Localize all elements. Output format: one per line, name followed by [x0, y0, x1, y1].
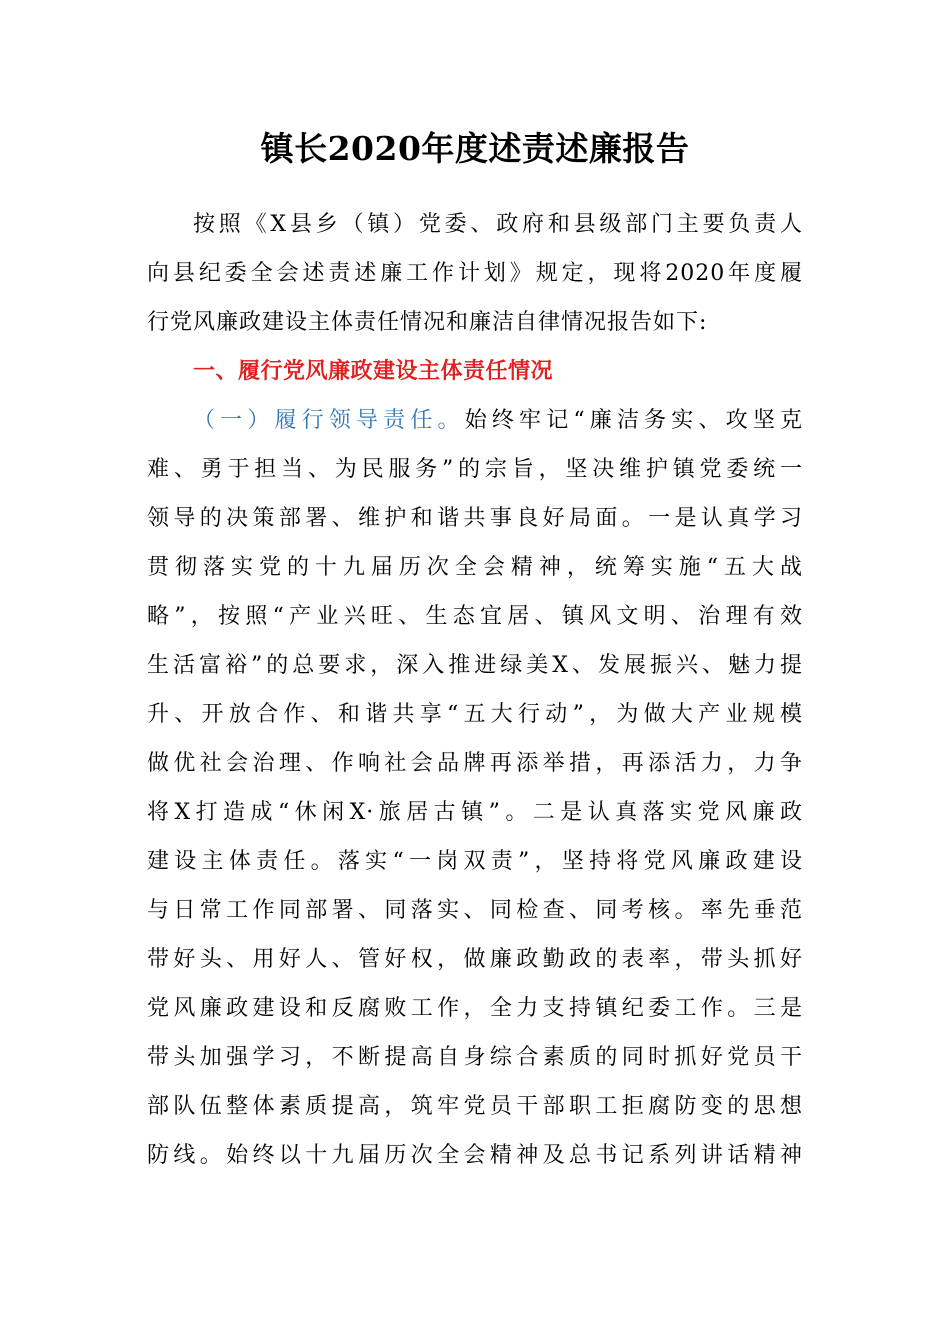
paragraph-line: 生活富裕”的总要求，深入推进绿美X、发展振兴、魅力提: [147, 653, 803, 678]
intro-line-2: 向县纪委全会述责述廉工作计划》规定，现将2020年度履: [147, 261, 803, 286]
paragraph-line: 党风廉政建设和反腐败工作，全力支持镇纪委工作。三是: [147, 996, 803, 1021]
document-body: [147, 200, 803, 1180]
subsection-heading-1: （一）履行领导责任。: [193, 408, 465, 433]
subsection-1-first-line-text: 始终牢记“廉洁务实、攻坚克: [464, 408, 803, 433]
paragraph-line: 建设主体责任。落实“一岗双责”，坚持将党风廉政建设: [147, 849, 803, 874]
paragraph-line: 难、勇于担当、为民服务”的宗旨，坚决维护镇党委统一: [147, 457, 803, 482]
paragraph-line: 升、开放合作、和谐共享“五大行动”，为做大产业规模: [147, 702, 803, 727]
intro-line-3: 行党风廉政建设主体责任情况和廉洁自律情况报告如下:: [147, 310, 708, 335]
paragraph-line: 带好头、用好人、管好权，做廉政勤政的表率，带头抓好: [147, 947, 803, 972]
intro-line-1: 按照《X县乡（镇）党委、政府和县级部门主要负责人: [193, 212, 803, 237]
paragraph-line: 略”，按照“产业兴旺、生态宜居、镇风文明、治理有效: [147, 604, 803, 629]
paragraph-line: 防线。始终以十九届历次全会精神及总书记系列讲话精神: [147, 1143, 803, 1168]
paragraph-line: 部队伍整体素质提高，筑牢党员干部职工拒腐防变的思想: [147, 1094, 803, 1119]
paragraph-line: 与日常工作同部署、同落实、同检查、同考核。率先垂范: [147, 898, 803, 923]
paragraph-line: 带头加强学习，不断提高自身综合素质的同时抓好党员干: [147, 1045, 803, 1070]
section-heading-1: 一、履行党风廉政建设主体责任情况: [193, 359, 554, 384]
paragraph-line: 做优社会治理、作响社会品牌再添举措，再添活力，力争: [147, 751, 803, 776]
paragraph-line: 领导的决策部署、维护和谐共事良好局面。一是认真学习: [147, 506, 803, 531]
document-title: 镇长2020年度述责述廉报告: [260, 129, 690, 168]
paragraph-line: 将X打造成“休闲X·旅居古镇”。二是认真落实党风廉政: [147, 800, 803, 825]
subsection-1-first-line: [147, 396, 803, 445]
paragraph-line: 贯彻落实党的十九届历次全会精神，统筹实施“五大战: [147, 555, 803, 580]
